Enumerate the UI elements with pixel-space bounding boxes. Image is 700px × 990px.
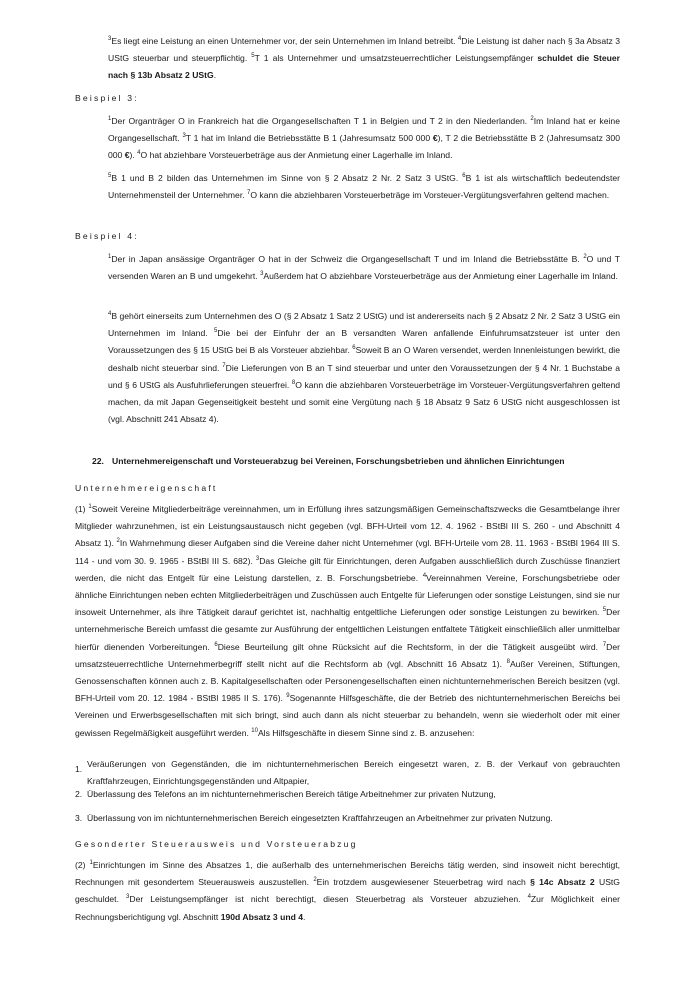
- section-title: Unternehmereigenschaft und Vorsteuerabzug bei Vereinen, Forschungsbetrieben und ähnlichen Einrichtungen: [112, 456, 565, 466]
- list-item-number: 3.: [75, 813, 83, 823]
- heading-unternehmereigenschaft: Unternehmereigenschaft: [75, 483, 218, 493]
- emphasis: § 14c Absatz 2: [530, 877, 595, 888]
- sentence-number: 1: [108, 254, 112, 260]
- sentence-text: Sogenannte Hilfsgeschäfte, die der Betrieb des nichtunternehmerischen Bereichs bei Vereinen und Erwerbsgesellschaften mit sich bringt, sind auch dann als nicht steuerbar zu behandeln, wenn sie wiederholt oder mit einer gewissen Regelmäßigkeit ausgeführt werden.: [75, 693, 620, 738]
- emphasis: 190d Absatz 3 und 4: [220, 911, 304, 922]
- sentence-number: 10: [251, 727, 258, 734]
- sentence-number: 3: [126, 894, 130, 901]
- sentence-number: 2: [313, 877, 317, 884]
- sentence-text: Außerdem hat O abziehbare Vorsteuerbeträge aus der Anmietung einer Lagerhalle im Inland.: [263, 271, 618, 282]
- sentence-number: 6: [352, 345, 356, 352]
- sentence-number: 6: [214, 641, 218, 648]
- sentence-text: .: [303, 911, 306, 922]
- paragraph-beispiel-3-solution: [108, 170, 620, 204]
- sentence-text: Vereinnahmen Vereine, Forschungsbetriebe oder ähnliche Einrichtungen neben echten Mitgliederbeiträgen und Zuschüssen auch Entgelte für Lieferungen oder sonstige Leistungen, sind sie nur insoweit Unternehmer, als ihre Tätigkeit darauf gerichtet ist, nachhaltig entgeltliche Lieferungen oder sonstige Leistungen zu bewirken.: [75, 572, 620, 618]
- list-item-text: Veräußerungen von Gegenständen, die im nichtunternehmerischen Bereich eingesetzt waren, z. B. der Verkauf von gebrauchten Kraftfahrzeugen, Einrichtungsgegenständen und Altpapier,: [87, 759, 620, 787]
- paragraph-absatz-1: [75, 501, 620, 742]
- sentence-text: Ein trotzdem ausgewiesener Steuerbetrag wird nach: [316, 877, 531, 888]
- sentence-text: Der in Japan ansässige Organträger O hat in der Schweiz die Organgesellschaft T und im Inland die Betriebsstätte B.: [111, 254, 584, 264]
- sentence-text: Als Hilfsgeschäfte in diesem Sinne sind z. B. anzusehen:: [257, 727, 475, 738]
- sentence-number: 4: [108, 311, 112, 317]
- sentence-text: (2): [75, 860, 90, 870]
- sentence-number: 8: [506, 658, 510, 665]
- sentence-text: T 1 als Unternehmer und umsatzsteuerrechtlicher Leistungsempfänger: [254, 53, 538, 64]
- sentence-number: 2: [583, 254, 587, 260]
- sentence-text: O kann die abziehbaren Vorsteuerbeträge im Vorsteuer-Vergütungsverfahren geltend machen, da mit Japan Gegenseitigkeit besteht und somit eine Vergütung nach § 18 Absatz 9 Satz 6 UStG nicht ausgeschlossen ist (vgl. Abschnitt 241 Absatz 4).: [108, 379, 620, 425]
- sentence-number: 2: [530, 116, 534, 122]
- list-item-text: Überlassung von im nichtunternehmerischen Bereich eingesetzten Kraftfahrzeugen an Arbeitnehmer zur privaten Nutzung.: [87, 813, 553, 823]
- sentence-text: Der Organträger O in Frankreich hat die Organgesellschaften T 1 in Belgien und T 2 in den Niederlanden.: [111, 116, 531, 126]
- sentence-text: Der unternehmerische Bereich umfasst die gesamte zur Ausführung der entgeltlichen Leistungen entfaltete Tätigkeit einschließlich aller unmittelbar hierfür dienenden Vorbereitungen.: [75, 607, 620, 652]
- sentence-text: O hat abziehbare Vorsteuerbeträge aus der Anmietung einer Lagerhalle im Inland.: [140, 150, 453, 161]
- sentence-number: 7: [247, 190, 251, 197]
- sentence-number: 5: [251, 53, 255, 60]
- sentence-number: 7: [222, 362, 226, 369]
- sentence-number: 9: [286, 693, 290, 700]
- sentence-text: Einrichtungen im Sinne des Absatzes 1, die außerhalb des unternehmerischen Bereichs tätig werden, sind insoweit nicht berechtigt, Rechnungen mit gesondertem Steuerausweis auszustellen.: [75, 860, 620, 888]
- sentence-number: 3: [182, 133, 186, 140]
- sentence-text: Die Leistung ist daher nach § 3a Absatz 3 UStG steuerbar und steuerpflichtig.: [108, 36, 620, 64]
- sentence-text: ), T 2 die Betriebsstätte B 2 (Jahresumsatz 300 000: [108, 133, 620, 161]
- sentence-number: 4: [457, 36, 462, 42]
- sentence-number: 5: [108, 173, 112, 179]
- sentence-text: Zur Möglichkeit einer Rechnungsberichtigung vgl. Abschnitt: [75, 894, 621, 922]
- list-item-text: Überlassung des Telefons an im nichtunternehmerischen Bereich tätige Arbeitnehmer zur privaten Nutzung,: [87, 789, 496, 799]
- sentence-text: Diese Beurteilung gilt ohne Rücksicht auf die Rechtsform, in der die Tätigkeit ausgeübt wird.: [217, 641, 603, 652]
- sentence-text: T 1 hat im Inland die Betriebsstätte B 1 (Jahresumsatz 500 000: [185, 133, 433, 144]
- sentence-number: 4: [422, 572, 427, 579]
- emphasis: schuldet die Steuer nach § 13b Absatz 2 UStG: [108, 53, 620, 81]
- sentence-text: B 1 und B 2 bilden das Unternehmen im Sinne von § 2 Absatz 2 Nr. 2 Satz 3 UStG.: [111, 173, 463, 183]
- sentence-number: 3: [260, 271, 264, 278]
- sentence-number: 8: [291, 379, 296, 386]
- sentence-text: Die Lieferungen von B an T sind steuerbar und unter den Voraussetzungen der § 4 Nr. 1 Buchstabe a und § 6 UStG als Ausfuhrlieferungen steuerfrei.: [108, 362, 620, 390]
- sentence-number: 4: [137, 150, 141, 157]
- sentence-number: 1: [108, 116, 112, 122]
- heading-beispiel-4: Beispiel 4:: [75, 231, 139, 241]
- list-item-number: 1.: [75, 764, 83, 774]
- emphasis: €: [432, 133, 438, 144]
- sentence-text: ).: [129, 150, 138, 161]
- emphasis: €: [124, 150, 130, 161]
- sentence-number: 1: [88, 504, 92, 510]
- paragraph-beispiel-4-facts: [108, 251, 620, 285]
- sentence-text: UStG geschuldet.: [75, 877, 620, 905]
- sentence-number: 3: [108, 36, 112, 42]
- heading-gesonderter-steuerausweis: Gesonderter Steuerausweis und Vorsteuerabzug: [75, 839, 358, 849]
- sentence-number: 7: [602, 641, 607, 648]
- section-heading-22: [92, 455, 565, 467]
- sentence-number: 5: [213, 328, 218, 335]
- sentence-text: Soweit Vereine Mitgliederbeiträge vereinnahmen, um in Erfüllung ihres satzungsmäßigen Gemeinschaftszwecks die Gesamtbelange ihrer Mitglieder wahrzunehmen, ist ein Leistungsaustausch nicht gegeben (vgl. BFH-Urteil vom 12. 4. 1962 - BStBl III S. 260 - und Abschnitt 4 Absatz 1).: [75, 504, 621, 549]
- sentence-number: 2: [116, 538, 120, 545]
- section-number: 22.: [92, 456, 104, 466]
- sentence-text: Die bei der Einfuhr der an B versandten Waren anfallende Einfuhrumsatzsteuer ist unter den Voraussetzungen des § 15 UStG bei B als Vorsteuer abziehbar.: [108, 328, 620, 356]
- sentence-text: Soweit B an O Waren versendet, werden Innenleistungen bewirkt, die deshalb nicht steuerbar sind.: [108, 345, 620, 373]
- sentence-number: 6: [462, 173, 466, 179]
- sentence-text: Außer Vereinen, Stiftungen, Genossenschaften können auch z. B. Kapitalgesellschaften oder Personengesellschaften einen nichtunternehmerischen Bereich besitzen (vgl. BFH-Urteil vom 20. 12. 1984 - BStBl 1985 II S. 176).: [75, 658, 620, 704]
- sentence-text: Im Inland hat er keine Organgesellschaft.: [108, 116, 620, 144]
- list-item-number: 2.: [75, 789, 83, 799]
- heading-beispiel-3: Beispiel 3:: [75, 93, 139, 103]
- paragraph-example2-conclusion: [108, 33, 620, 85]
- sentence-number: 3: [255, 555, 260, 562]
- sentence-number: 4: [527, 894, 531, 901]
- sentence-text: Es liegt eine Leistung an einen Unternehmer vor, der sein Unternehmen im Inland betreibt.: [111, 36, 458, 46]
- sentence-text: (1): [75, 504, 89, 514]
- sentence-text: O und T versenden Waren an B und umgekehrt.: [108, 254, 620, 282]
- paragraph-beispiel-3-facts: [108, 113, 620, 165]
- sentence-text: Der Leistungsempfänger ist nicht berechtigt, diesen Steuerbetrag als Vorsteuer abzuziehen.: [129, 894, 528, 905]
- sentence-text: B gehört einerseits zum Unternehmen des O (§ 2 Absatz 1 Satz 2 UStG) und ist andererseits nach § 2 Absatz 2 Nr. 2 Satz 3 UStG ein Unternehmen im Inland.: [108, 311, 620, 339]
- sentence-number: 1: [89, 860, 93, 866]
- sentence-text: O kann die abziehbaren Vorsteuerbeträge im Vorsteuer-Vergütungsverfahren geltend machen.: [250, 190, 610, 201]
- sentence-text: B 1 ist als wirtschaftlich bedeutendster Unternehmensteil der Unternehmer.: [108, 173, 620, 201]
- sentence-text: Das Gleiche gilt für Einrichtungen, deren Aufgaben ausschließlich durch Zuschüsse finanziert werden, die nicht das Entgelt für eine Leistung darstellen, z. B. Forschungsbetriebe.: [75, 555, 620, 583]
- sentence-number: 5: [602, 607, 607, 614]
- sentence-text: .: [213, 70, 217, 81]
- paragraph-beispiel-4-solution: [108, 308, 620, 428]
- sentence-text: Der umsatzsteuerrechtliche Unternehmerbegriff stellt nicht auf die Rechtsform ab (vgl. Abschnitt 16 Absatz 1).: [75, 641, 620, 669]
- sentence-text: In Wahrnehmung dieser Aufgaben sind die Vereine daher nicht Unternehmer (vgl. BFH-Urteile vom 28. 11. 1963 - BStBl 1964 III S. 114 - und vom 30. 9. 1965 - BStBl III S. 682).: [75, 538, 621, 566]
- paragraph-absatz-2: [75, 857, 620, 926]
